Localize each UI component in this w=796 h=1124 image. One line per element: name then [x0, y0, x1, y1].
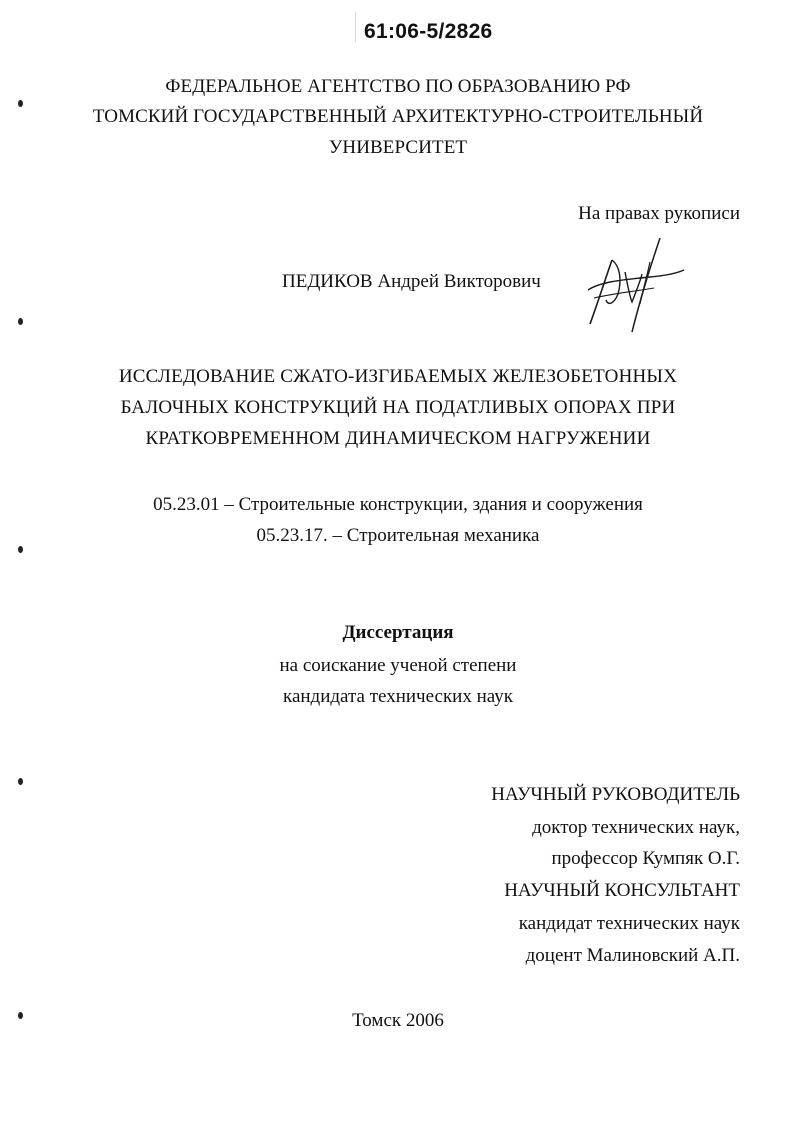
dissertation-heading: Диссертация — [342, 622, 454, 643]
title-line-3: КРАТКОВРЕМЕННОМ ДИНАМИЧЕСКОМ НАГРУЖЕНИИ — [145, 428, 651, 449]
specialty-2: 05.23.17. – Строительная механика — [256, 525, 540, 546]
scan-mark — [355, 12, 356, 42]
catalog-number: 61:06-5/2826 — [364, 20, 493, 43]
dissertation-line-1: на соискание ученой степени — [279, 655, 517, 676]
author-signature — [580, 232, 690, 337]
binding-hole-mark — [18, 546, 23, 553]
university-name-line1: ТОМСКИЙ ГОСУДАРСТВЕННЫЙ АРХИТЕКТУРНО-СТРОИТЕЛЬНЫЙ — [92, 106, 704, 127]
title-line-2: БАЛОЧНЫХ КОНСТРУКЦИЙ НА ПОДАТЛИВЫХ ОПОРАХ ПРИ — [120, 397, 676, 418]
consultant-degree: кандидат технических наук — [518, 913, 740, 934]
binding-hole-mark — [18, 100, 23, 107]
binding-hole-mark — [18, 1012, 23, 1019]
supervisor-heading: НАУЧНЫЙ РУКОВОДИТЕЛЬ — [491, 784, 740, 805]
place-year: Томск 2006 — [352, 1010, 444, 1031]
dissertation-line-2: кандидата технических наук — [283, 686, 513, 707]
university-name-line2: УНИВЕРСИТЕТ — [328, 137, 468, 158]
consultant-heading: НАУЧНЫЙ КОНСУЛЬТАНТ — [504, 880, 740, 901]
title-line-1: ИССЛЕДОВАНИЕ СЖАТО-ИЗГИБАЕМЫХ ЖЕЛЕЗОБЕТОННЫХ — [118, 366, 678, 387]
author-name: ПЕДИКОВ Андрей Викторович — [282, 271, 541, 292]
binding-hole-mark — [18, 778, 23, 785]
supervisor-degree: доктор технических наук, — [532, 817, 740, 838]
consultant-name: доцент Малиновский А.П. — [525, 945, 740, 966]
supervisor-name: профессор Кумпяк О.Г. — [551, 848, 740, 869]
specialty-1: 05.23.01 – Строительные конструкции, здания и сооружения — [153, 494, 643, 515]
binding-hole-mark — [18, 318, 23, 325]
manuscript-note: На правах рукописи — [578, 203, 740, 224]
agency-name: ФЕДЕРАЛЬНОЕ АГЕНТСТВО ПО ОБРАЗОВАНИЮ РФ — [165, 76, 631, 97]
